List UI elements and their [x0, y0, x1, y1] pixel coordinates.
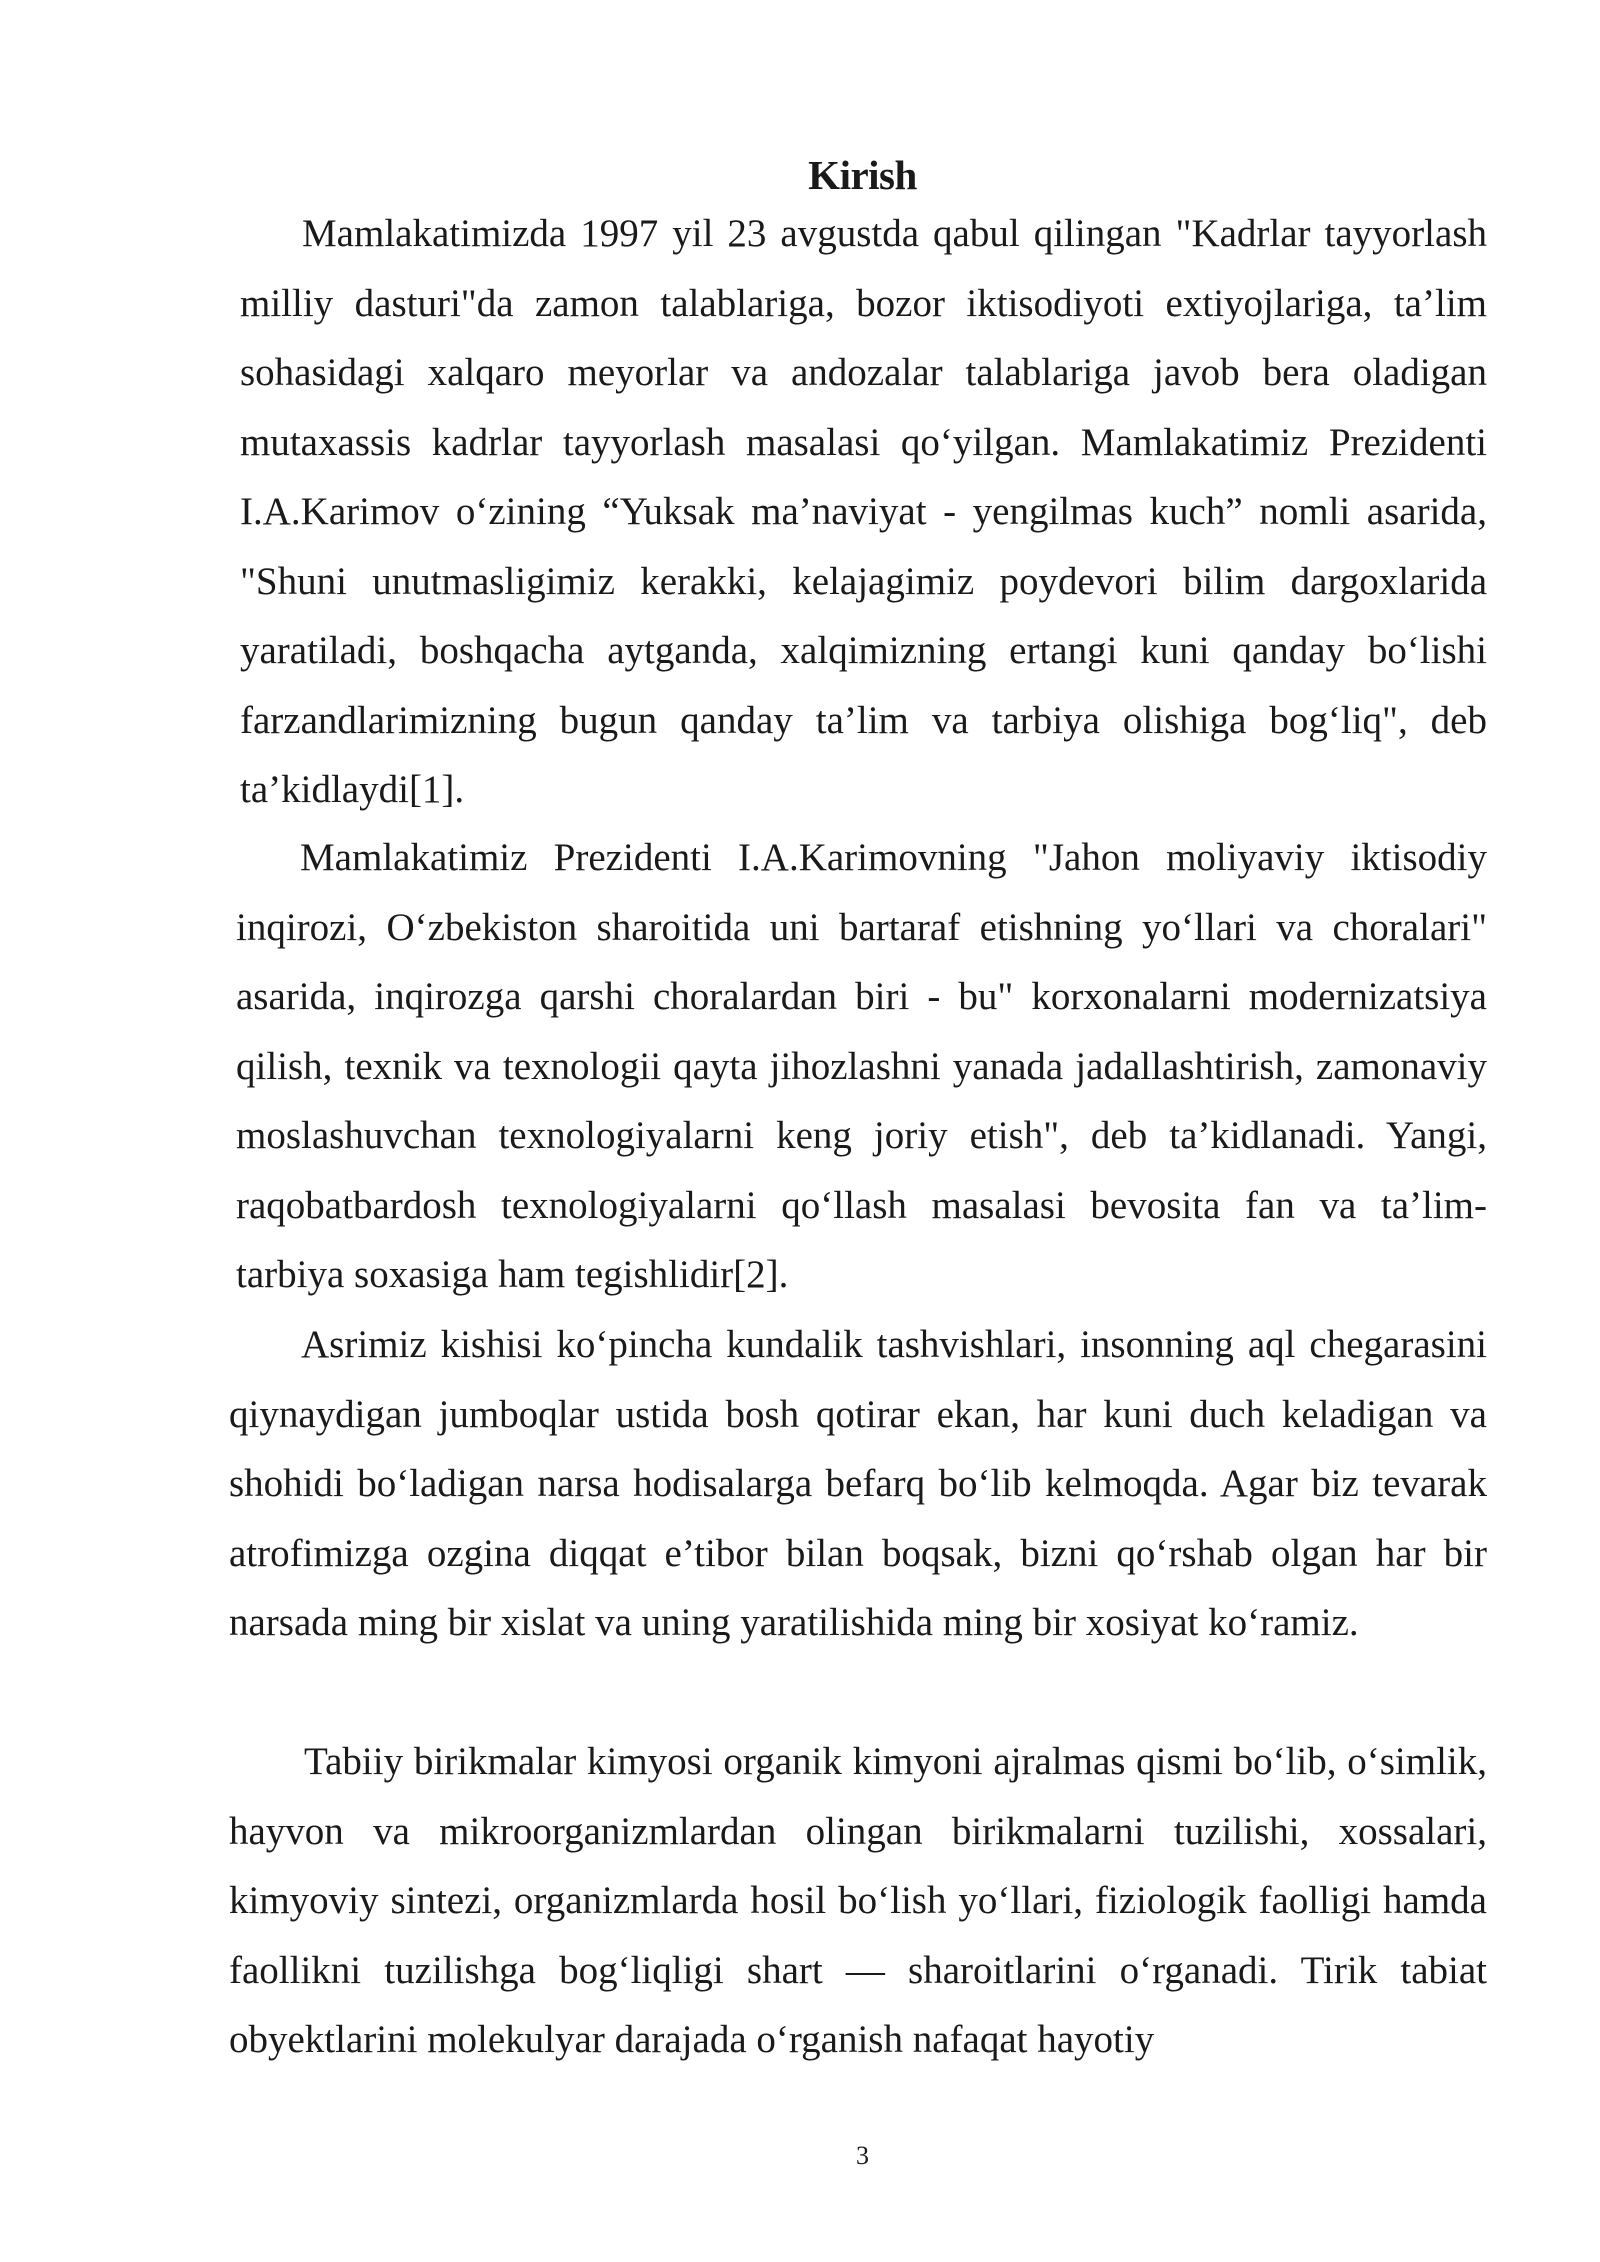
section-title: Kirish: [808, 152, 917, 198]
page-number: 3: [856, 2141, 869, 2170]
paragraph-3: Asrimiz kishisi ko‘pincha kundalik tashvishlari, insonning aql chegarasini qiynaydigan jumboqlar ustida bosh qotirar ekan, har kuni duch keladigan va shohidi bo‘ladigan narsa hodisalarga befarq bo‘lib kelmoqda. Agar biz tevarak atrofimizga ozgina diqqat e’tibor bilan boqsak, bizni qo‘rshab olgan har bir narsada ming bir xislat va uning yaratilishida ming bir xosiyat ko‘ramiz.: [229, 1323, 1487, 1644]
paragraph-2: Mamlakatimiz Prezidenti I.A.Karimovning "Jahon moliyaviy iktisodiy inqirozi, O‘zbekiston sharoitida uni bartaraf etishning yo‘llari va choralari" asarida, inqirozga qarshi choralardan biri - bu" korxonalarni modernizatsiya qilish, texnik va texnologii qayta jihozlashni yanada jadallashtirish, zamonaviy moslashuvchan texnologiyalarni keng joriy etish", deb ta’kidlanadi. Yangi, raqobatbardosh texnologiyalarni qo‘llash masalasi bevosita fan va ta’lim-tarbiya soxasiga ham tegishlidir[2].: [236, 836, 1487, 1296]
paragraph-4: Tabiiy birikmalar kimyosi organik kimyoni ajralmas qismi bo‘lib, o‘simlik, hayvon va mikroorganizmlardan olingan birikmalarni tuzilishi, xossalari, kimyoviy sintezi, organizmlarda hosil bo‘lish yo‘llari, fiziologik faolligi hamda faollikni tuzilishga bog‘liqligi shart — sharoitlarini o‘rganadi. Tirik tabiat obyektlarini molekulyar darajada o‘rganish nafaqat hayotiy: [229, 1740, 1487, 2061]
paragraph-1: Mamlakatimizda 1997 yil 23 avgustda qabul qilingan "Kadrlar tayyorlash milliy dasturi"da zamon talablariga, bozor iktisodiyoti extiyojlariga, ta’lim sohasidagi xalqaro meyorlar va andozalar talablariga javob bera oladigan mutaxassis kadrlar tayyorlash masalasi qo‘yilgan. Mamlakatimiz Prezidenti I.A.Karimov o‘zining “Yuksak ma’naviyat - yengilmas kuch” nomli asarida, "Shuni unutmasligimiz kerakki, kelajagimiz poydevori bilim dargoxlarida yaratiladi, boshqacha aytganda, xalqimizning ertangi kuni qanday bo‘lishi farzandlarimizning bugun qanday ta’lim va tarbiya olishiga bog‘liq", deb ta’kidlaydi[1].: [240, 212, 1487, 811]
